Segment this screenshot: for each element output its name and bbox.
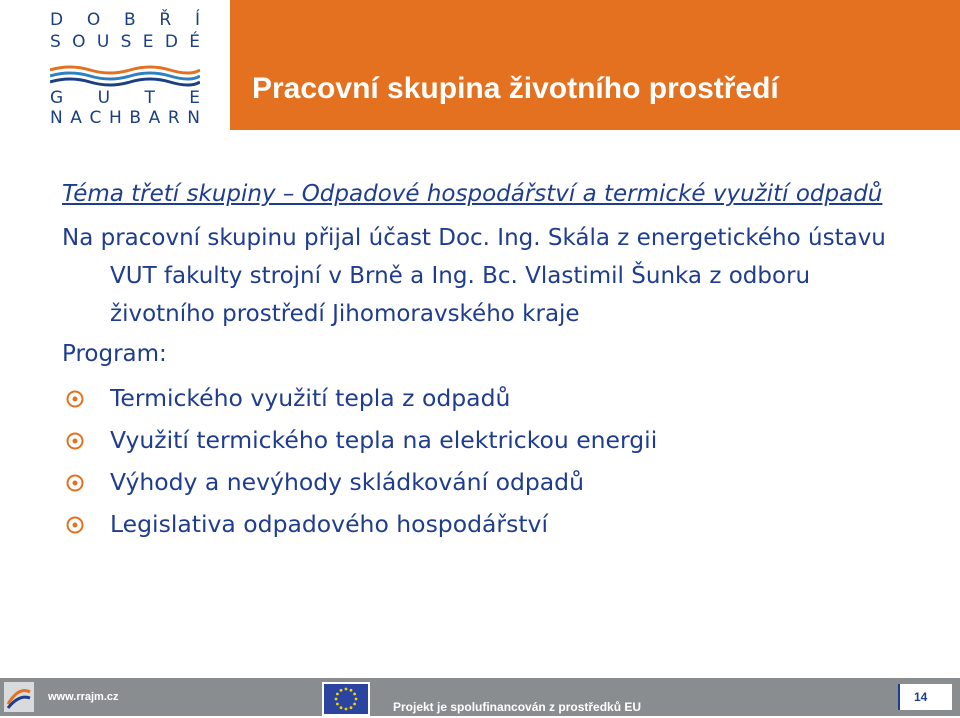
logo-letter: H bbox=[108, 108, 122, 128]
logo-letter: E bbox=[189, 88, 200, 108]
circle-dot-icon bbox=[66, 474, 84, 492]
rrajm-logo-icon bbox=[4, 682, 34, 712]
slide-content bbox=[62, 175, 922, 545]
logo-letter: N bbox=[187, 108, 200, 128]
logo-letter: Í bbox=[194, 10, 200, 30]
logo-letter: G bbox=[50, 88, 64, 108]
page-number: 14 bbox=[914, 690, 928, 704]
program-list bbox=[62, 377, 922, 545]
logo-letter: D bbox=[164, 32, 178, 52]
logo-letter: A bbox=[70, 108, 82, 128]
logo-letter: U bbox=[96, 32, 110, 52]
list-item bbox=[62, 503, 922, 545]
logo-letter: U bbox=[97, 88, 111, 108]
footer-url[interactable]: www.rrajm.cz bbox=[48, 691, 119, 703]
logo-letter: D bbox=[50, 10, 64, 30]
logo-line-2 bbox=[50, 32, 200, 52]
logo-line-3 bbox=[50, 88, 200, 108]
slide-title: Pracovní skupina životního prostředí bbox=[252, 72, 779, 105]
logo-letter: Ř bbox=[159, 10, 172, 30]
logo-letter: E bbox=[142, 32, 154, 52]
logo-letter: R bbox=[167, 108, 180, 128]
eu-flag-icon bbox=[322, 682, 370, 716]
logo-waves-icon bbox=[50, 64, 200, 88]
logo-letter: T bbox=[144, 88, 155, 108]
logo-letter: C bbox=[89, 108, 102, 128]
logo-letter: O bbox=[86, 10, 101, 30]
logo-letter: S bbox=[50, 32, 61, 52]
circle-dot-icon bbox=[66, 516, 84, 534]
list-item-text: Legislativa odpadového hospodářství bbox=[110, 510, 548, 538]
list-item-text: Výhody a nevýhody skládkování odpadů bbox=[110, 468, 584, 496]
logo-line-4 bbox=[50, 108, 200, 128]
circle-dot-icon bbox=[66, 390, 84, 408]
logo-line-1 bbox=[50, 10, 200, 30]
logo-letter: É bbox=[189, 32, 200, 52]
logo-letter: B bbox=[129, 108, 142, 128]
list-item bbox=[62, 377, 922, 419]
logo-letter: B bbox=[123, 10, 136, 30]
logo-letter: S bbox=[120, 32, 132, 52]
list-item-text: Využití termického tepla na elektrickou energii bbox=[110, 426, 658, 454]
theme-heading: Téma třetí skupiny – Odpadové hospodářství a termické využití odpadů bbox=[62, 181, 883, 207]
participants-paragraph: Na pracovní skupinu přijal účast Doc. Ing. Skála z energetického ústavu VUT fakulty strojní v Brně a Ing. Bc. Vlastimil Šunka z odboru životního prostředí Jihomoravského kraje bbox=[62, 225, 886, 327]
logo-letter: N bbox=[50, 108, 63, 128]
logo-letter: A bbox=[148, 108, 161, 128]
dobri-sousede-logo bbox=[50, 8, 210, 126]
list-item-text: Termického využití tepla z odpadů bbox=[110, 384, 511, 412]
eu-stars-icon bbox=[324, 684, 368, 714]
logo-letter: O bbox=[72, 32, 86, 52]
list-item bbox=[62, 419, 922, 461]
eu-cofinancing-text: Projekt je spolufinancován z prostředků EU bbox=[393, 700, 642, 714]
program-label: Program: bbox=[62, 341, 167, 367]
circle-dot-icon bbox=[66, 432, 84, 450]
list-item bbox=[62, 461, 922, 503]
title-bar bbox=[230, 0, 960, 130]
